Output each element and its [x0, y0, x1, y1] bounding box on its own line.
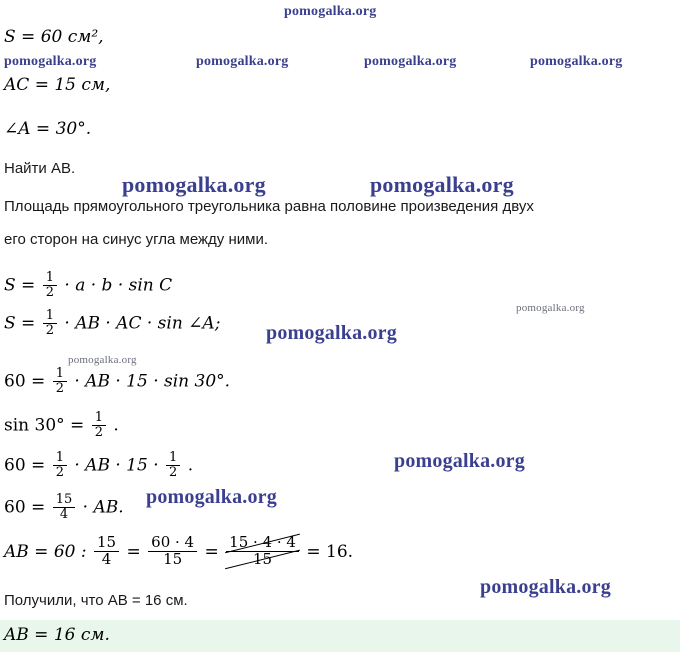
watermark: pomogalka.org	[370, 172, 514, 197]
fraction-one-half: $\frac{1}{2}$	[43, 271, 57, 299]
watermark: pomogalka.org	[516, 302, 585, 314]
answer-bar	[0, 620, 680, 652]
step-simplify: 60 = $\frac{15}{4}$ · AB.	[4, 492, 124, 522]
fraction-fifteen-fourths: $\frac{15}{4}$	[53, 493, 76, 521]
fraction-sixty-times-four-over-fifteen: $\frac{60 \cdot 4}{15}$	[148, 535, 197, 568]
step-sin-value: sin 30° = $\frac{1}{2}$ .	[4, 410, 119, 440]
fraction-cancelled: $\frac{15 \cdot 4 \cdot 4}{15}$	[226, 535, 299, 568]
answer-text: AB = 16 см.	[4, 625, 110, 645]
step-formula-general: S = $\frac{1}{2}$ · a · b · sin C	[4, 270, 173, 300]
step-formula-applied: S = $\frac{1}{2}$ · AB · AC · sin ∠A;	[4, 308, 221, 338]
watermark: pomogalka.org	[284, 4, 377, 19]
watermark: pomogalka.org	[480, 576, 611, 598]
fraction-one-half: $\frac{1}{2}$	[43, 309, 57, 337]
step-expand: 60 = $\frac{1}{2}$ · AB · 15 · $\frac{1}{2}$ .	[4, 450, 194, 480]
watermark: pomogalka.org	[364, 54, 457, 69]
given-area-line: S = 60 см²,	[4, 27, 104, 47]
given-side-line: AC = 15 см,	[4, 75, 111, 95]
given-angle-line: ∠A = 30°.	[4, 119, 92, 139]
rule-line-1: Площадь прямоугольного треугольника равна половине произведения двух	[4, 198, 534, 215]
watermark: pomogalka.org	[146, 486, 277, 508]
rule-line-2: его сторон на синус угла между ними.	[4, 231, 268, 248]
watermark: pomogalka.org	[68, 354, 137, 366]
watermark: pomogalka.org	[530, 54, 623, 69]
fraction-fifteen-fourths: $\frac{15}{4}$	[94, 535, 119, 568]
fraction-one-half: $\frac{1}{2}$	[53, 451, 67, 479]
watermark: pomogalka.org	[122, 172, 266, 197]
fraction-one-half: $\frac{1}{2}$	[53, 367, 67, 395]
conclusion-line: Получили, что AB = 16 см.	[4, 592, 188, 609]
fraction-one-half: $\frac{1}{2}$	[166, 451, 180, 479]
fraction-one-half: $\frac{1}{2}$	[92, 411, 106, 439]
step-final-computation: AB = 60 : $\frac{15}{4}$ = $\frac{60 \cdot 4}{15}$ = $\frac{15 \cdot 4 \cdot 4}{15}$ = 16.	[4, 533, 354, 568]
watermark: pomogalka.org	[4, 54, 97, 69]
watermark: pomogalka.org	[394, 450, 525, 472]
watermark: pomogalka.org	[266, 322, 397, 344]
step-substitution: 60 = $\frac{1}{2}$ · AB · 15 · sin 30°.	[4, 366, 231, 396]
find-label: Найти AB.	[4, 160, 76, 177]
watermark: pomogalka.org	[196, 54, 289, 69]
